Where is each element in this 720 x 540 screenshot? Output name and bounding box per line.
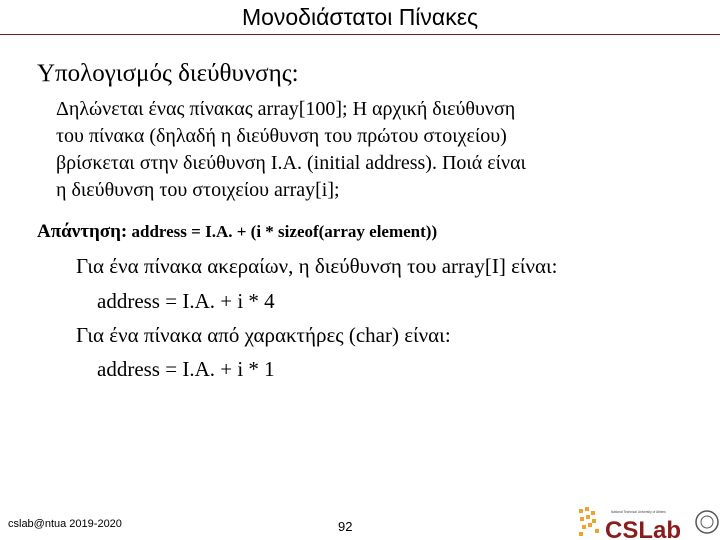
page-number: 92 xyxy=(338,519,353,534)
int-formula: address = I.A. + i * 4 xyxy=(97,289,275,313)
paragraph-line: του πίνακα (δηλαδή η διεύθυνση του πρώτου στοιχείου) xyxy=(56,125,507,147)
paragraph-line: η διεύθυνση του στοιχείου array[i]; xyxy=(56,179,340,201)
answer-formula: address = I.A. + (i * sizeof(array element)) xyxy=(131,222,438,241)
paragraph-line: Δηλώνεται ένας πίνακας array[100]; Η αρχική διεύθυνση xyxy=(56,98,516,120)
title-divider xyxy=(0,34,720,35)
paragraph-line: βρίσκεται στην διεύθυνση I.A. (initial address). Ποιά είναι xyxy=(56,152,526,174)
logo-caption: National Technical University of Athens xyxy=(611,510,666,514)
answer-label: Απάντηση: xyxy=(37,221,128,242)
section-heading: Υπολογισμός διεύθυνσης: xyxy=(37,60,299,87)
logo-text: CSLab xyxy=(605,517,682,540)
slide-title: Μονοδιάστατοι Πίνακες xyxy=(241,4,479,30)
char-case-text: Για ένα πίνακα από χαρακτήρες (char) είναι: xyxy=(76,323,451,347)
question-paragraph xyxy=(56,96,656,204)
answer-line xyxy=(37,221,437,243)
cslab-logo xyxy=(577,505,720,540)
int-case-text: Για ένα πίνακα ακεραίων, η διεύθυνση του array[I] είναι: xyxy=(76,254,558,278)
footer-credit: cslab@ntua 2019-2020 xyxy=(8,518,122,530)
char-formula: address = I.A. + i * 1 xyxy=(97,357,275,381)
